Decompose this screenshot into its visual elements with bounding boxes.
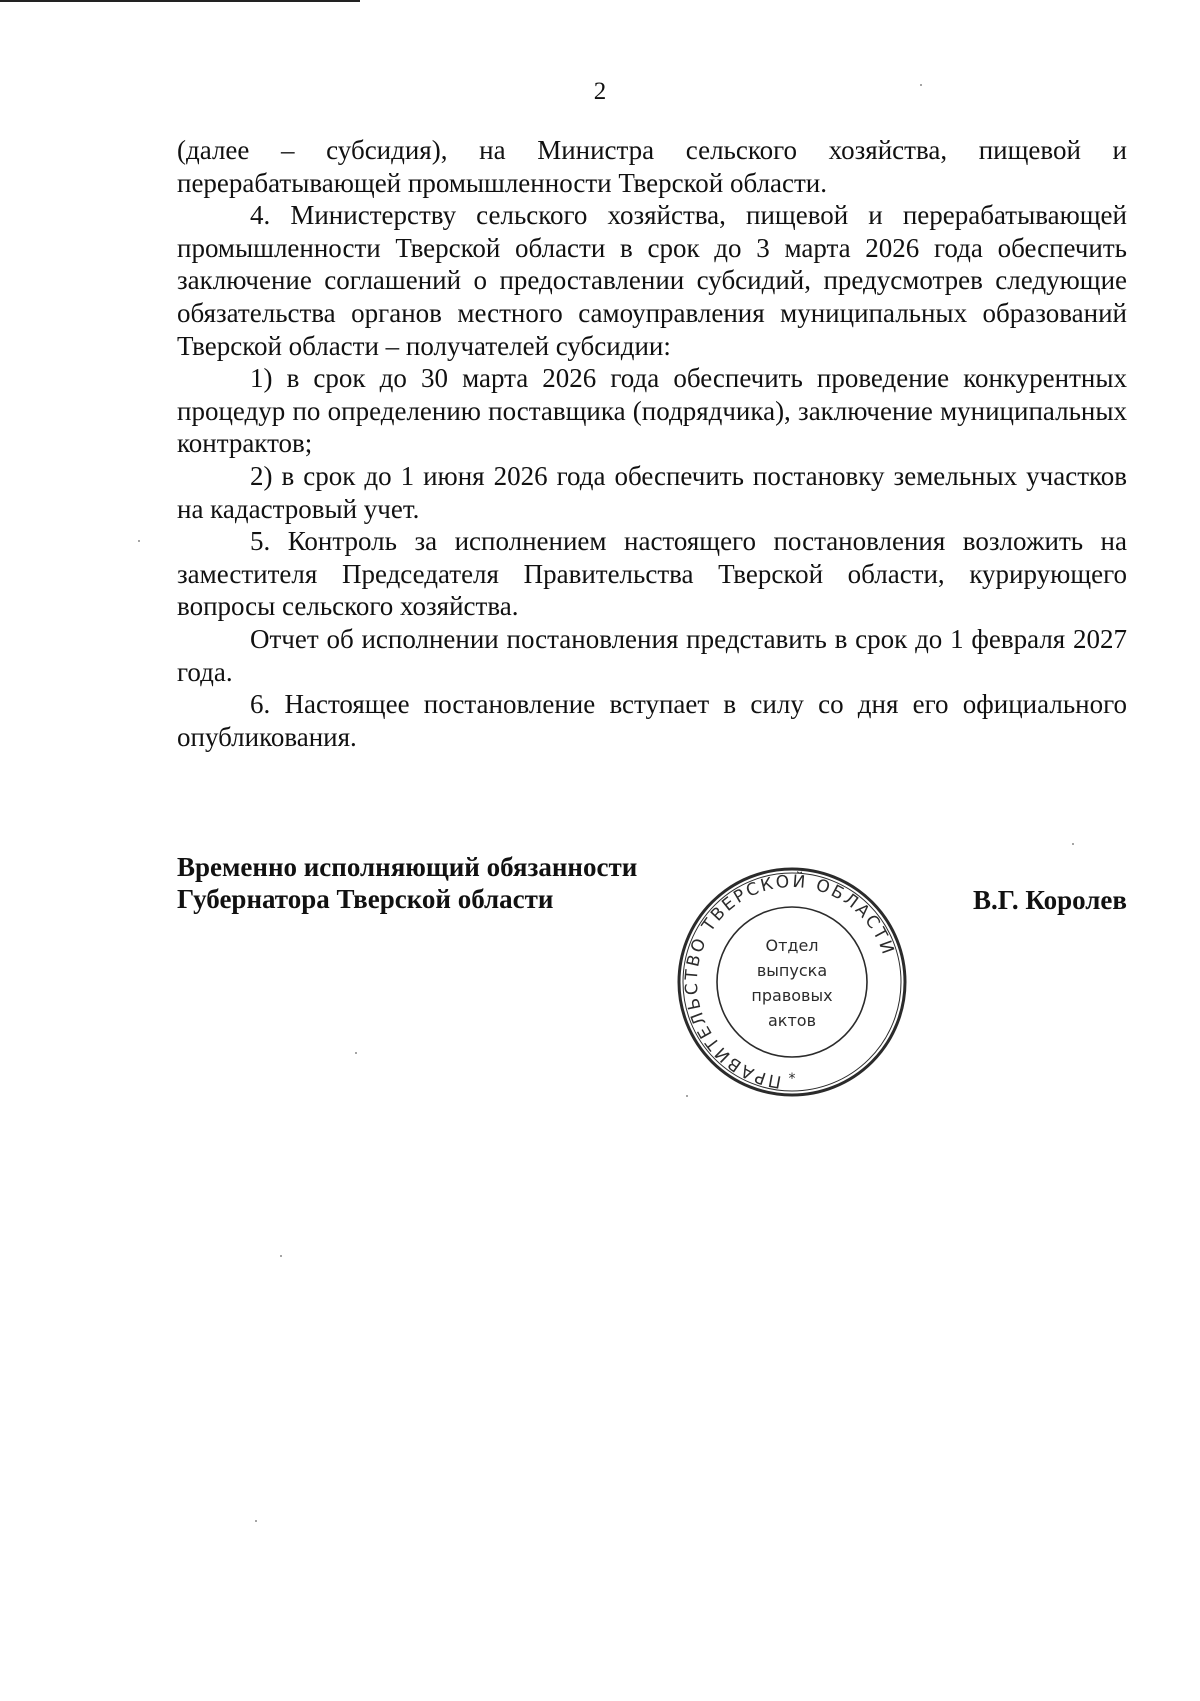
scan-speck [255,1520,257,1522]
paragraph: 2) в срок до 1 июня 2026 года обеспечить постановку земельных участков на кадастровый учет. [177,460,1127,524]
official-stamp [675,865,909,1099]
stamp-center-line: выпуска [756,961,828,980]
signatory-name: В.Г. Королев [973,885,1127,915]
stamp-center-line: актов [767,1011,817,1030]
top-rule [0,0,360,2]
signatory-position [177,851,637,915]
paragraph: 5. Контроль за исполнением настоящего постановления возложить на заместителя Председателя Правительства Тверской области, курирующего вопросы сельского хозяйства. [177,526,1127,622]
scan-speck [686,1095,688,1097]
paragraph: 6. Настоящее постановление вступает в силу со дня его официального опубликования. [177,689,1127,752]
signatory-position-line: Губернатора Тверской области [177,884,554,914]
signatory-position-line: Временно исполняющий обязанности [177,852,638,882]
paragraph: 4. Министерству сельского хозяйства, пищевой и перерабатывающей промышленности Тверской области в срок до 3 марта 2026 года обеспечить заключение соглашений о предоставлении субсидий, предусмотрев следующие обязательства органов местного самоуправления муниципальных образований Тверской области – получателей субсидии: [177,200,1127,361]
document-body [177,134,1127,753]
stamp-outer-ring [679,869,905,1095]
stamp-ring-text: ПРАВИТЕЛЬСТВО ТВЕРСКОЙ ОБЛАСТИ [681,871,899,1092]
scan-speck [1072,843,1074,845]
stamp-inner-ring [717,907,867,1057]
scan-speck [920,84,922,86]
scan-speck [280,1255,282,1257]
stamp-star-icon: * [788,1071,796,1087]
paragraph: (далее – субсидия), на Министра сельского хозяйства, пищевой и перерабатывающей промышленности Тверской области. [177,135,1127,198]
stamp-center-line: правовых [751,986,833,1005]
scan-speck [138,540,140,542]
scan-speck [355,1052,357,1054]
paragraph: Отчет об исполнении постановления представить в срок до 1 февраля 2027 года. [177,623,1127,687]
paragraph: 1) в срок до 30 марта 2026 года обеспечить проведение конкурентных процедур по определению поставщика (подрядчика), заключение муниципальных контрактов; [177,363,1127,459]
page-number: 2 [593,78,607,105]
stamp-center-line: Отдел [765,936,819,955]
